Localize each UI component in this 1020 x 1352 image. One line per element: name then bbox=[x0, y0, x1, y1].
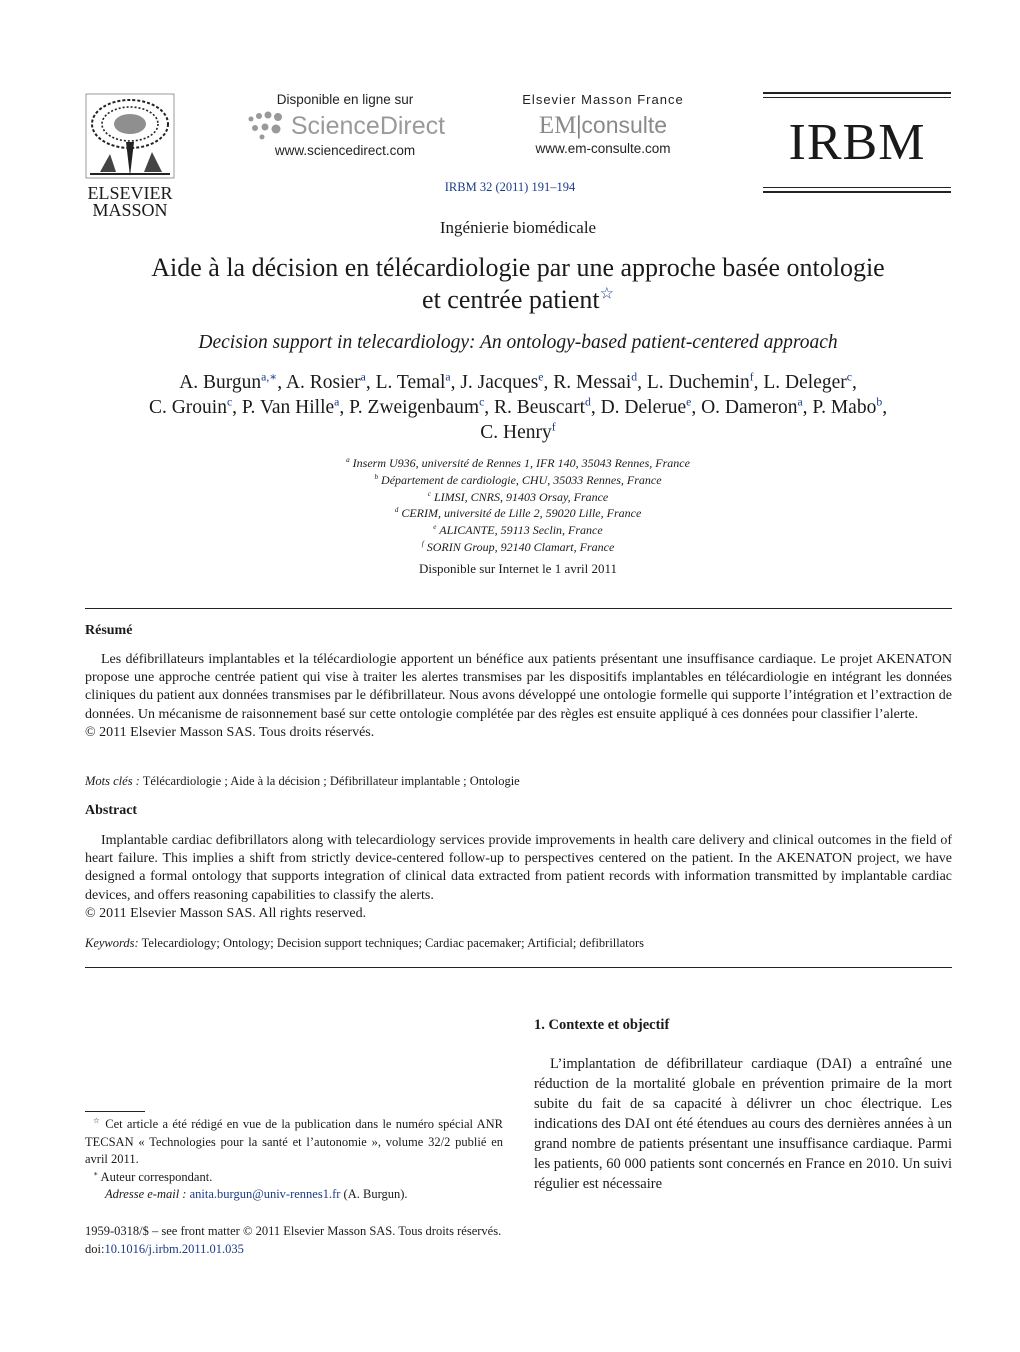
author[interactable]: C. Henry$^f$ bbox=[480, 420, 556, 443]
title-footnote-mark[interactable]: ☆ bbox=[599, 285, 614, 303]
author-line-2: C. Grouin$^c$, P. Van Hille$^a$, P. Zweigenbaum$^c$, R. Beuscart$^d$, D. Delerue$^e$, O. Dameron$^a$, P. Mabo$^b$, bbox=[148, 395, 888, 418]
affiliation: $^a$ Inserm U936, université de Rennes 1, IFR 140, 35043 Rennes, France bbox=[346, 456, 690, 470]
abstract-copyright: © 2011 Elsevier Masson SAS. All rights reserved. bbox=[85, 905, 367, 921]
author[interactable]: P. Van Hille$^a$ bbox=[241, 395, 340, 418]
footer bbox=[85, 1222, 501, 1258]
abstract-keywords-label: Keywords: bbox=[85, 936, 139, 950]
footnote-email: Adresse e-mail : anita.burgun@univ-rennes1.fr (A. Burgun). bbox=[105, 1187, 408, 1201]
availability-date: Disponible sur Internet le 1 avril 2011 bbox=[418, 561, 618, 576]
author[interactable]: J. Jacques$^e$ bbox=[460, 370, 544, 393]
affiliation: $^f$ SORIN Group, 92140 Clamart, France bbox=[421, 539, 615, 554]
sciencedirect-url[interactable]: www.sciencedirect.com bbox=[274, 143, 416, 158]
emconsulte-brand-consulte: consulte bbox=[581, 112, 668, 138]
footnotes bbox=[85, 1116, 503, 1204]
sciencedirect-brand: ScienceDirect bbox=[290, 111, 446, 140]
author[interactable]: R. Beuscart$^d$ bbox=[494, 395, 591, 418]
author[interactable]: D. Delerue$^e$ bbox=[600, 395, 692, 418]
resume-keywords bbox=[85, 774, 520, 789]
sciencedirect-tag: Disponible en ligne sur bbox=[276, 92, 414, 107]
abstract-body bbox=[85, 832, 952, 923]
author[interactable]: L. Temal$^a$ bbox=[375, 370, 451, 393]
publisher-name-line1: ELSEVIER bbox=[87, 183, 173, 203]
abstract-paragraph: Implantable cardiac defibrillators along with telecardiology services provide improvements in health care delivery and clinical outcomes in the field of heart failure. This implies a shift from strictly device-centered follow-up to perspectives centered on the patient. In the AKENATON project, we have designed a formal ontology that supports integration of clinical data extracted from patient records with information transmitted by implantable cardiac devices, and offers reasoning capabilities to classify the alerts. bbox=[85, 833, 952, 903]
author[interactable]: O. Dameron$^a$ bbox=[701, 395, 803, 418]
author[interactable]: L. Deleger$^c$ bbox=[763, 370, 852, 393]
affiliation: $^e$ ALICANTE, 59113 Seclin, France bbox=[433, 523, 603, 538]
sciencedirect-dots-icon bbox=[245, 111, 289, 141]
resume-keywords-label: Mots clés : bbox=[85, 774, 140, 788]
footnote-corresponding: ∗ Auteur correspondant. bbox=[93, 1168, 213, 1184]
abstract-heading: Abstract bbox=[85, 803, 138, 818]
resume-copyright: © 2011 Elsevier Masson SAS. Tous droits réservés. bbox=[85, 724, 375, 740]
elsevier-masson-logo bbox=[80, 92, 180, 220]
citation: IRBM 32 (2011) 191–194 bbox=[444, 180, 576, 194]
resume-body bbox=[85, 651, 952, 742]
section-1-heading: 1. Contexte et objectif bbox=[534, 1017, 670, 1033]
tree-icon bbox=[80, 92, 180, 180]
footnote-star-mark: ☆ bbox=[93, 1115, 101, 1125]
author[interactable]: A. Rosier$^a$ bbox=[285, 370, 366, 393]
author[interactable]: L. Duchemin$^f$ bbox=[646, 370, 754, 393]
emconsulte-block: Elsevier Masson France EM|consulte www.em-consulte.com bbox=[503, 92, 703, 156]
affiliation: $^b$ Département de cardiologie, CHU, 35033 Rennes, France bbox=[374, 472, 662, 487]
title-line1: Aide à la décision en télécardiologie par une approche basée ontologie bbox=[151, 253, 885, 282]
emconsulte-url[interactable]: www.em-consulte.com bbox=[535, 141, 671, 156]
resume-heading: Résumé bbox=[85, 623, 133, 638]
affiliations bbox=[0, 455, 1020, 556]
article-subtitle: Decision support in telecardiology: An ontology-based patient-centered approach bbox=[198, 332, 838, 353]
author-line-1: A. Burgun$^{a,∗}$, A. Rosier$^a$, L. Temal$^a$, J. Jacques$^e$, R. Messai$^d$, L. Duchemin$^f$, L. Deleger$^c$, bbox=[179, 370, 857, 393]
abstract-keywords bbox=[85, 936, 644, 951]
doi-line: doi:10.1016/j.irbm.2011.01.035 bbox=[85, 1242, 244, 1256]
section-1-body: L’implantation de défibrillateur cardiaque (DAI) a entraîné une réduction de la mortalité globale en prévention primaire de la mort subite du fait de sa capacité à délivrer un choc électrique. Les indications des DAI ont été étendues au cours des dernières années à un grand nombre de patients présentant une insuffisance cardiaque. Parmi les patients, 60 000 patients sont concernés en France en 2010. Un suivi régulier est nécessaire bbox=[534, 1056, 952, 1192]
resume-keywords-list: Télécardiologie ; Aide à la décision ; Défibrillateur implantable ; Ontologie bbox=[142, 774, 520, 788]
doi-link[interactable]: 10.1016/j.irbm.2011.01.035 bbox=[104, 1242, 244, 1256]
author[interactable]: P. Mabo$^b$ bbox=[812, 395, 883, 418]
emconsulte-brand-em: EM bbox=[538, 112, 577, 139]
affiliation: $^c$ LIMSI, CNRS, 91403 Orsay, France bbox=[427, 489, 609, 504]
publisher-name-line2: MASSON bbox=[92, 200, 168, 220]
footnote-star: ☆ Cet article a été rédigé en vue de la publication dans le numéro spécial ANR TECSAN « Technologies pour la santé et l’autonomie », volume 32/2 publié en avril 2011. bbox=[85, 1115, 503, 1166]
email-link[interactable]: anita.burgun@univ-rennes1.fr bbox=[189, 1187, 341, 1201]
author[interactable]: P. Zweigenbaum$^c$ bbox=[349, 395, 485, 418]
section-label: Ingénierie biomédicale bbox=[439, 218, 597, 237]
author-list bbox=[0, 370, 1020, 445]
abstract-keywords-list: Telecardiology; Ontology; Decision support techniques; Cardiac pacemaker; Artificial; defibrillators bbox=[141, 936, 645, 950]
resume-paragraph: Les défibrillateurs implantables et la télécardiologie apportent un bénéfice aux patients présentant une insuffisance cardiaque. Le projet AKENATON propose une approche centrée patient qui vise à traiter les alertes transmises par les dispositifs implantables en télécardiologie en intégrant les données cliniques du patient aux données transmises par le défibrillateur. Nous avons développé une ontologie formelle qui supporte l’intégration et l’extraction de données. Un mécanisme de raisonnement basé sur cette ontologie complétée par des règles est ensuite appliqué à ces données pour classifier l’alerte. bbox=[85, 652, 952, 722]
issn-line: 1959-0318/$ – see front matter © 2011 Elsevier Masson SAS. Tous droits réservés. bbox=[85, 1224, 502, 1238]
journal-logo: IRBM bbox=[788, 114, 926, 171]
emconsulte-tag: Elsevier Masson France bbox=[522, 92, 684, 107]
sciencedirect-block bbox=[240, 92, 450, 158]
footnote-corr-mark: ∗ bbox=[93, 1168, 99, 1178]
title-line2: et centrée patient bbox=[422, 285, 600, 314]
affiliation: $^d$ CERIM, université de Lille 2, 59020 Lille, France bbox=[394, 506, 642, 521]
article-title bbox=[0, 252, 1020, 316]
author-line-3 bbox=[0, 420, 1020, 445]
author[interactable]: A. Burgun$^{a,∗}$ bbox=[179, 370, 278, 393]
author[interactable]: R. Messai$^d$ bbox=[553, 370, 638, 393]
author[interactable]: C. Grouin$^c$ bbox=[148, 395, 233, 418]
